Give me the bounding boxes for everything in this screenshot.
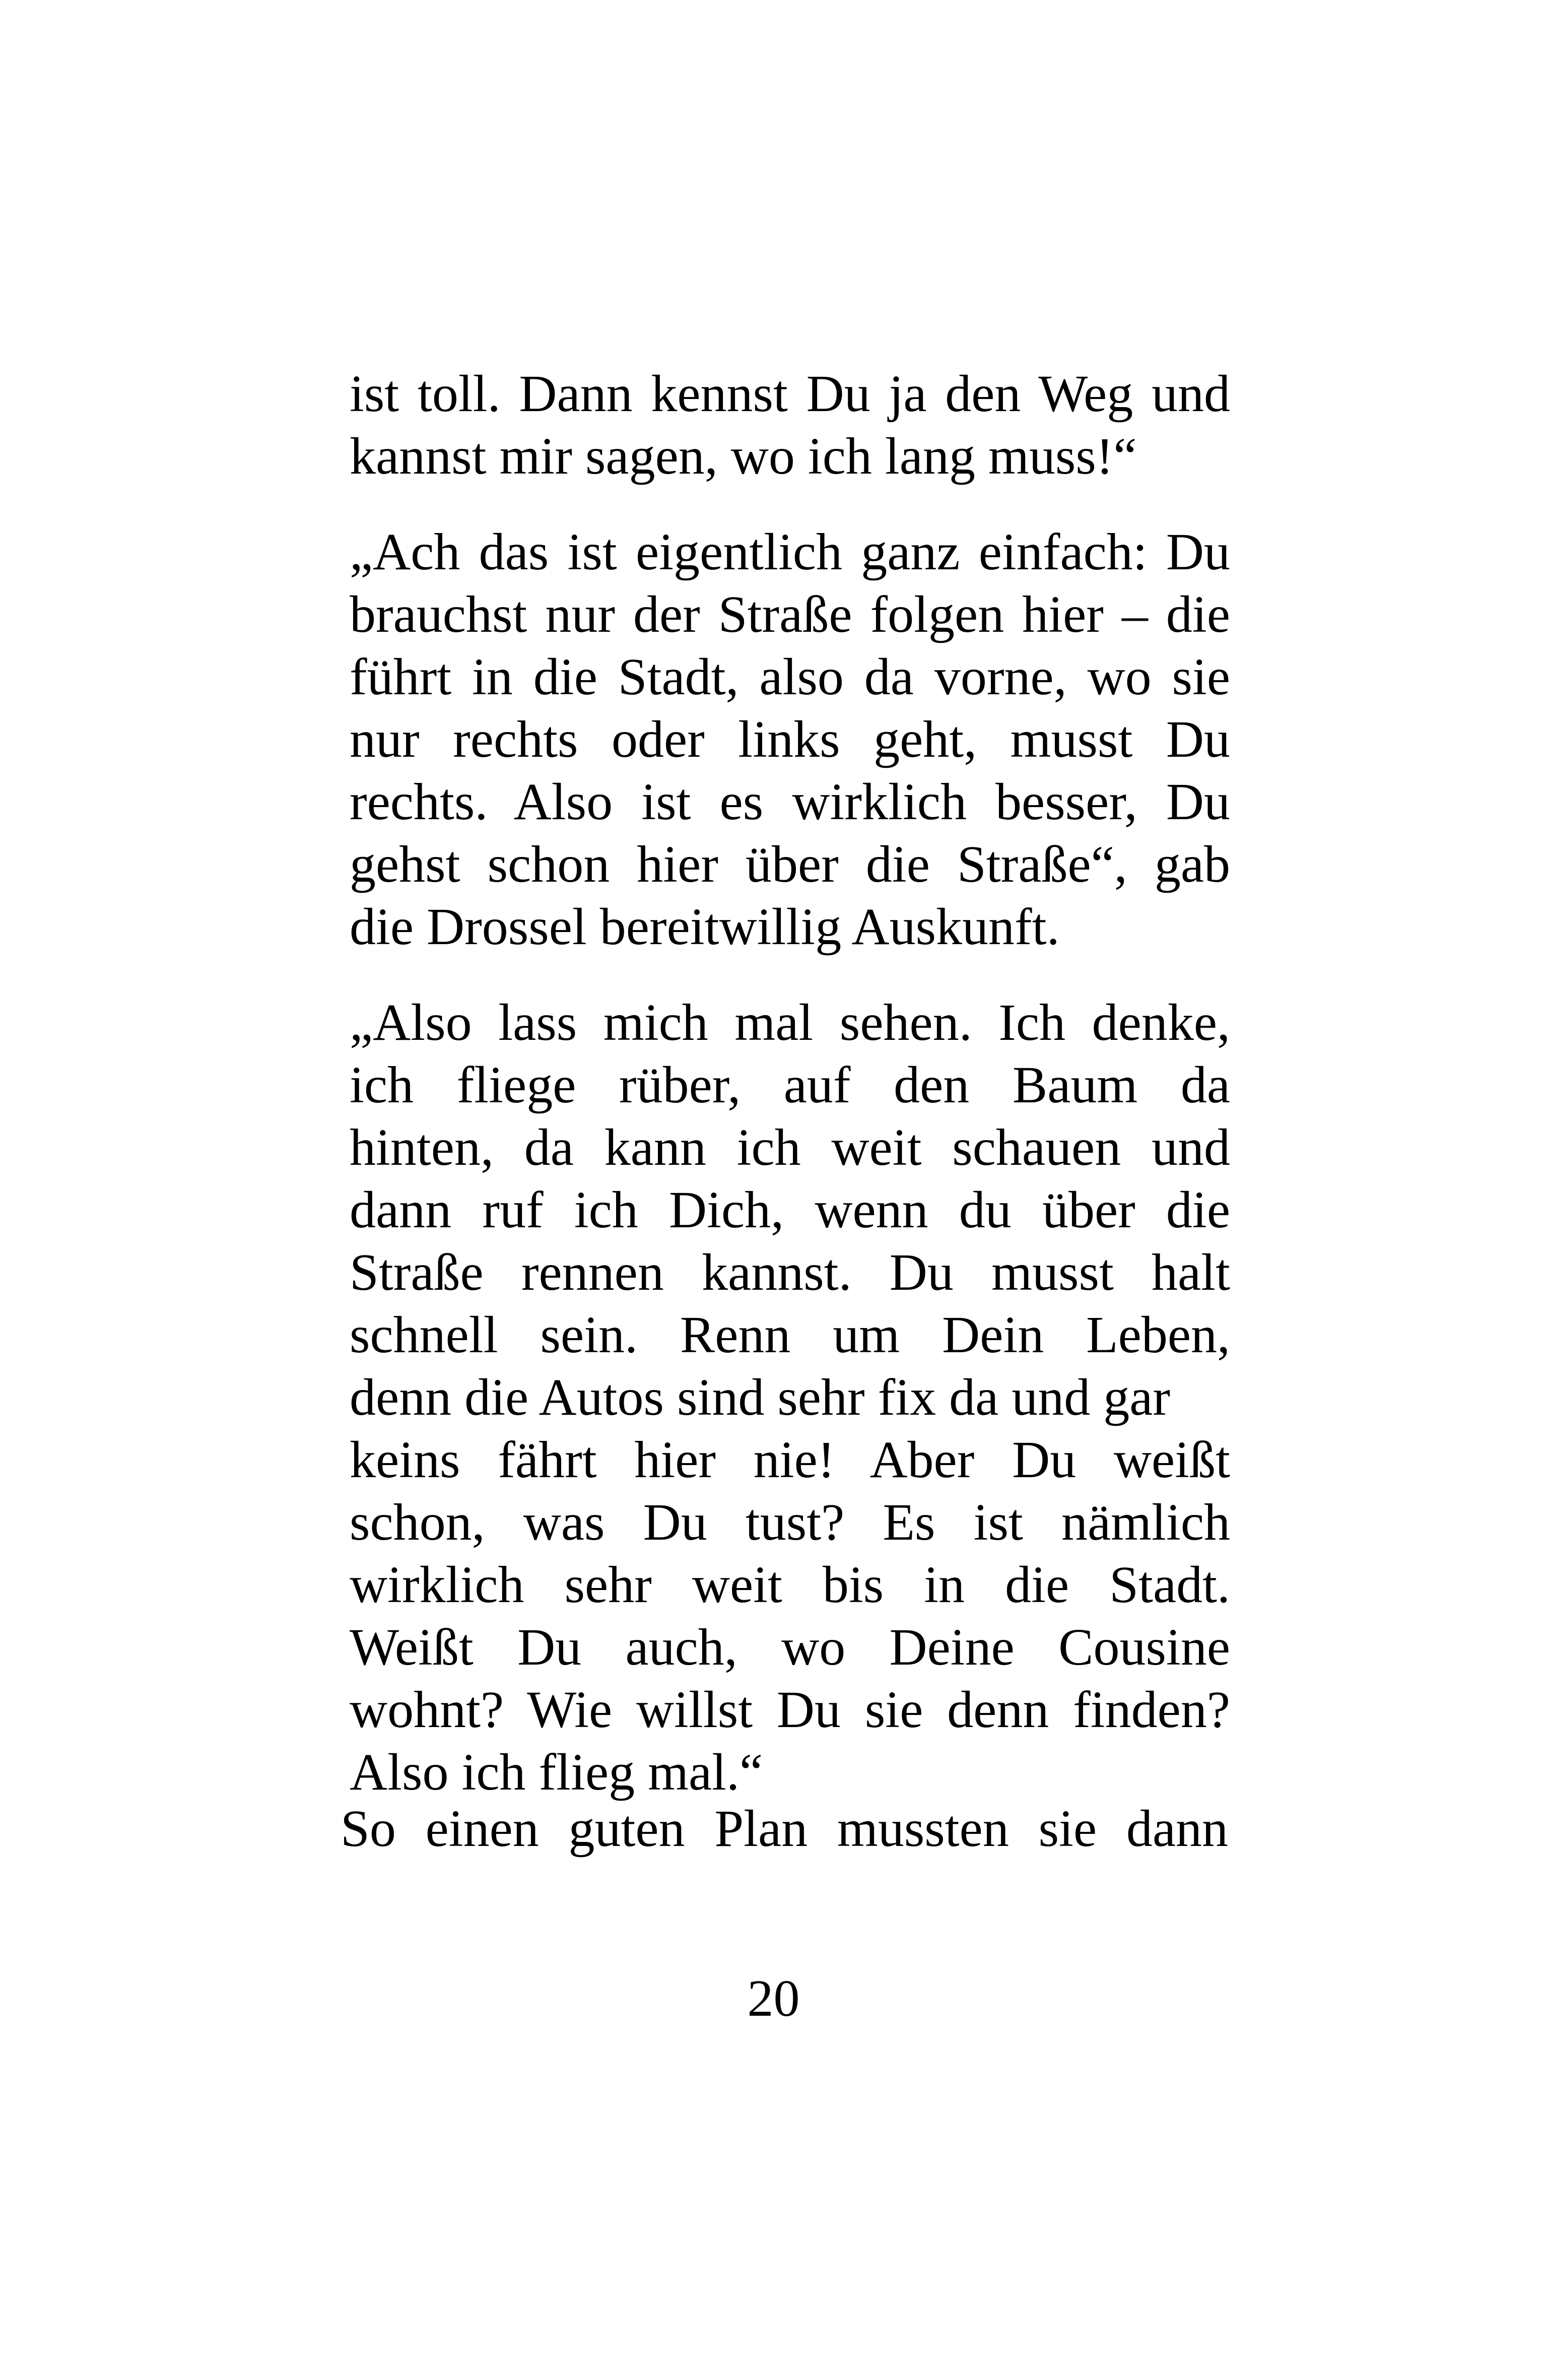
text-line: wohnt? Wie willst Du sie denn finden? (350, 1681, 1230, 1739)
text-line: denn die Autos sind sehr fix da und gar (350, 1368, 1171, 1426)
text-line: brauchst nur der Straße folgen hier – die (350, 585, 1230, 643)
text-line: keins fährt hier nie! Aber Du weißt (350, 1431, 1230, 1489)
page-number: 20 (747, 1969, 800, 2027)
text-line: wirklich sehr weit bis in die Stadt. (350, 1556, 1230, 1614)
body-text (350, 363, 1230, 1804)
text-line: dann ruf ich Dich, wenn du über die (350, 1181, 1230, 1239)
text-line: Also ich flieg mal.“ (350, 1743, 763, 1801)
text-line: ist toll. Dann kennst Du ja den Weg und (350, 365, 1230, 423)
text-line: hinten, da kann ich weit schauen und (350, 1118, 1230, 1176)
text-line: ich fliege rüber, auf den Baum da (350, 1056, 1230, 1114)
paragraph (350, 991, 1230, 1804)
text-line: schon, was Du tust? Es ist nämlich (350, 1493, 1230, 1551)
paragraph (341, 1798, 1228, 1860)
text-line: rechts. Also ist es wirklich besser, Du (350, 773, 1230, 831)
text-line: So einen guten Plan mussten sie dann (341, 1800, 1228, 1858)
text-line: „Also lass mich mal sehen. Ich denke, (350, 994, 1230, 1051)
text-line: schnell sein. Renn um Dein Leben, (350, 1306, 1230, 1364)
text-line: Weißt Du auch, wo Deine Cousine (350, 1618, 1230, 1676)
text-line: nur rechts oder links geht, musst Du (350, 710, 1230, 768)
paragraph (350, 363, 1230, 488)
text-line: gehst schon hier über die Straße“, gab (350, 835, 1230, 893)
text-line: kannst mir sagen, wo ich lang muss!“ (350, 427, 1137, 485)
text-line: Straße rennen kannst. Du musst halt (350, 1243, 1230, 1301)
text-line: führt in die Stadt, also da vorne, wo sie (350, 648, 1230, 706)
paragraph (350, 521, 1230, 958)
text-line: die Drossel bereitwillig Auskunft. (350, 898, 1060, 956)
text-line: „Ach das ist eigentlich ganz einfach: Du (350, 523, 1230, 581)
